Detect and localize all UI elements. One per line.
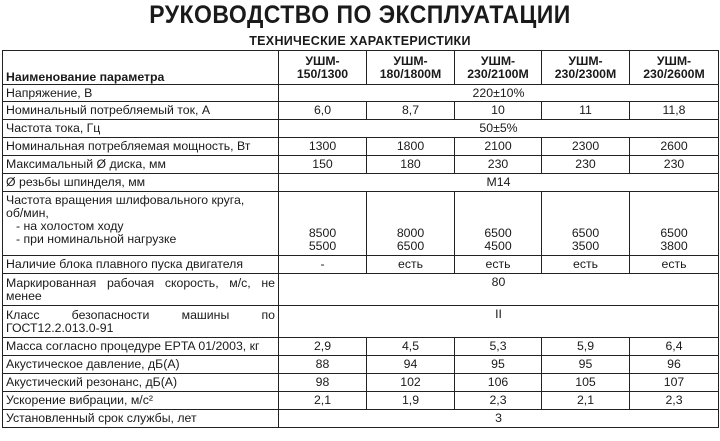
header-model-4: УШМ- 230/2300М: [542, 51, 630, 85]
cell: 95: [455, 356, 542, 374]
row-value: M14: [279, 174, 719, 192]
cell: 2100: [455, 138, 542, 156]
cell: 6500 3500: [542, 192, 630, 256]
cell: 94: [367, 356, 455, 374]
cell: 6500 4500: [455, 192, 542, 256]
table-row: [3, 374, 719, 392]
cell: 11: [542, 102, 630, 120]
cell: 2,1: [542, 392, 630, 410]
cell: 95: [542, 356, 630, 374]
row-value: II: [279, 306, 719, 338]
cell: 2300: [542, 138, 630, 156]
cell: 180: [367, 156, 455, 174]
cell: есть: [542, 256, 630, 274]
cell: 98: [279, 374, 367, 392]
cell: 10: [455, 102, 542, 120]
row-label: Масса согласно процедуре EPTA 01/2003, кг: [3, 338, 279, 356]
table-row: [3, 120, 719, 138]
cell: 230: [455, 156, 542, 174]
cell: -: [279, 256, 367, 274]
table-row: [3, 138, 719, 156]
table-row: [3, 156, 719, 174]
cell: 96: [630, 356, 719, 374]
row-value: 50±5%: [279, 120, 719, 138]
cell: есть: [455, 256, 542, 274]
header-model-1: УШМ- 150/1300: [279, 51, 367, 85]
cell: 1300: [279, 138, 367, 156]
cell: есть: [630, 256, 719, 274]
cell: 2,9: [279, 338, 367, 356]
cell: 1800: [367, 138, 455, 156]
spec-table: [2, 50, 719, 428]
cell: 2600: [630, 138, 719, 156]
page-title: РУКОВОДСТВО ПО ЭКСПЛУАТАЦИИ: [149, 1, 571, 29]
cell: 2,1: [279, 392, 367, 410]
cell: 1,9: [367, 392, 455, 410]
table-row: [3, 306, 719, 338]
row-label: Максимальный Ø диска, мм: [3, 156, 279, 174]
cell: 5,9: [542, 338, 630, 356]
cell: 106: [455, 374, 542, 392]
row-label: Частота вращения шлифовального круга, об/мин, - на холостом ходу - при номинальной нагрузке: [3, 192, 279, 256]
row-label: Напряжение, В: [3, 85, 279, 102]
row-value: 220±10%: [279, 85, 719, 102]
table-row: [3, 392, 719, 410]
header-model-5: УШМ- 230/2600М: [630, 51, 719, 85]
table-row: [3, 410, 719, 428]
table-row: [3, 174, 719, 192]
row-value: 3: [279, 410, 719, 428]
table-row: [3, 356, 719, 374]
cell: 105: [542, 374, 630, 392]
table-row: [3, 85, 719, 102]
cell: 11,8: [630, 102, 719, 120]
row-label: Номинальный потребляемый ток, А: [3, 102, 279, 120]
cell: 8,7: [367, 102, 455, 120]
cell: есть: [367, 256, 455, 274]
cell: 107: [630, 374, 719, 392]
table-row: [3, 192, 719, 256]
cell: 230: [630, 156, 719, 174]
cell: 88: [279, 356, 367, 374]
table-row: [3, 256, 719, 274]
header-model-3: УШМ- 230/2100М: [455, 51, 542, 85]
header-row: [3, 51, 719, 85]
row-label: Номинальная потребляемая мощность, Вт: [3, 138, 279, 156]
row-label: Наличие блока плавного пуска двигателя: [3, 256, 279, 274]
cell: 8000 6500: [367, 192, 455, 256]
cell: 2,3: [630, 392, 719, 410]
cell: 6,4: [630, 338, 719, 356]
row-label: Акустический резонанс, дБ(А): [3, 374, 279, 392]
cell: 6500 3800: [630, 192, 719, 256]
row-label: Ускорение вибрации, м/с²: [3, 392, 279, 410]
cell: 230: [542, 156, 630, 174]
row-label: Ø резьбы шпинделя, мм: [3, 174, 279, 192]
cell: 8500 5500: [279, 192, 367, 256]
table-row: [3, 338, 719, 356]
cell: 2,3: [455, 392, 542, 410]
cell: 6,0: [279, 102, 367, 120]
row-label: Установленный срок службы, лет: [3, 410, 279, 428]
cell: 4,5: [367, 338, 455, 356]
cell: 102: [367, 374, 455, 392]
table-row: [3, 102, 719, 120]
row-value: 80: [279, 274, 719, 306]
header-param: Наименование параметра: [3, 51, 279, 85]
row-label: Частота тока, Гц: [3, 120, 279, 138]
row-label: Маркированная рабочая скорость, м/с, не менее: [3, 274, 279, 306]
row-label: Акустическое давление, дБ(А): [3, 356, 279, 374]
cell: 5,3: [455, 338, 542, 356]
table-row: [3, 274, 719, 306]
section-subtitle: ТЕХНИЧЕСКИЕ ХАРАКТЕРИСТИКИ: [249, 34, 471, 48]
cell: 150: [279, 156, 367, 174]
header-model-2: УШМ- 180/1800М: [367, 51, 455, 85]
row-label: Класс безопасности машины по ГОСТ12.2.013.0-91: [3, 306, 279, 338]
